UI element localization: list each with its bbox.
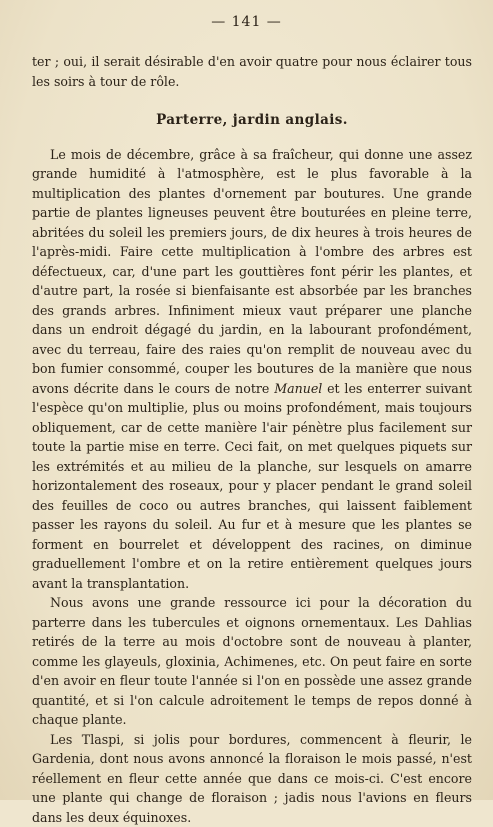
continuation-paragraph: ter ; oui, il serait désirable d'en avoir quatre pour nous éclairer tous les soirs à tour de rôle.	[32, 52, 472, 91]
page-body	[32, 52, 472, 827]
paragraph-tlaspi: Les Tlaspi, si jolis pour bordures, commencent à fleurir, le Gardenia, dont nous avons annoncé la floraison le mois passé, n'est réellement en fleur cette année que dans ce mois-ci. C'est encore une plante qui change de floraison ; jadis nous l'avions en fleurs dans les deux équinoxes.	[32, 730, 472, 827]
paragraph-boutures-part-2: et les enterrer suivant l'espèce qu'on multiplie, plus ou moins profondément, mais toujours obliquement, car de cette manière l'air pénètre plus facilement sur toute la partie mise en terre. Ceci fait, on met quelques piquets sur les extrémités et au milieu de la planche, sur lesquels on amarre horizontalement des roseaux, pour y placer pendant le grand soleil des feuilles de coco ou autres branches, qui laissent faiblement passer les rayons du soleil. Au fur et à mesure que les plantes se forment en bourrelet et développent des racines, on diminue graduellement l'ombre et on la retire entièrement quelques jours avant la transplantation.	[32, 381, 472, 591]
page-number: — 141 —	[0, 14, 493, 30]
paragraph-tubercules: Nous avons une grande ressource ici pour la décoration du parterre dans les tubercules et oignons ornementaux. Les Dahlias retirés de la terre au mois d'octobre sont de nouveau à planter, comme les glayeuls, gloxinia, Achimenes, etc. On peut faire en sorte d'en avoir en fleur toute l'année si l'on en possède une assez grande quantité, et si l'on calcule adroitement le temps de repos donné à chaque plante.	[32, 593, 472, 730]
manuel-title: Manuel	[274, 381, 322, 396]
section-heading: Parterre, jardin anglais.	[32, 111, 472, 131]
paragraph-boutures-part-1: Le mois de décembre, grâce à sa fraîcheur, qui donne une assez grande humidité à l'atmosphère, est le plus favorable à la multiplication des plantes d'ornement par boutures. Une grande partie de plantes ligneuses peuvent être bouturées en pleine terre, abritées du soleil les premiers jours, de dix heures à trois heures de l'après-midi. Faire cette multiplication à l'ombre des arbres est défectueux, car, d'une part les gouttières font périr les plantes, et d'autre part, la rosée si bienfaisante est absorbée par les branches des grands arbres. Infiniment mieux vaut préparer une planche dans un endroit dégagé du jardin, en la labourant profondément, avec du terreau, faire des raies qu'on remplit de nouveau avec du bon fumier consommé, couper les boutures de la manière que nous avons décrite dans le cours de notre	[32, 147, 472, 396]
paragraph-boutures	[32, 145, 472, 594]
